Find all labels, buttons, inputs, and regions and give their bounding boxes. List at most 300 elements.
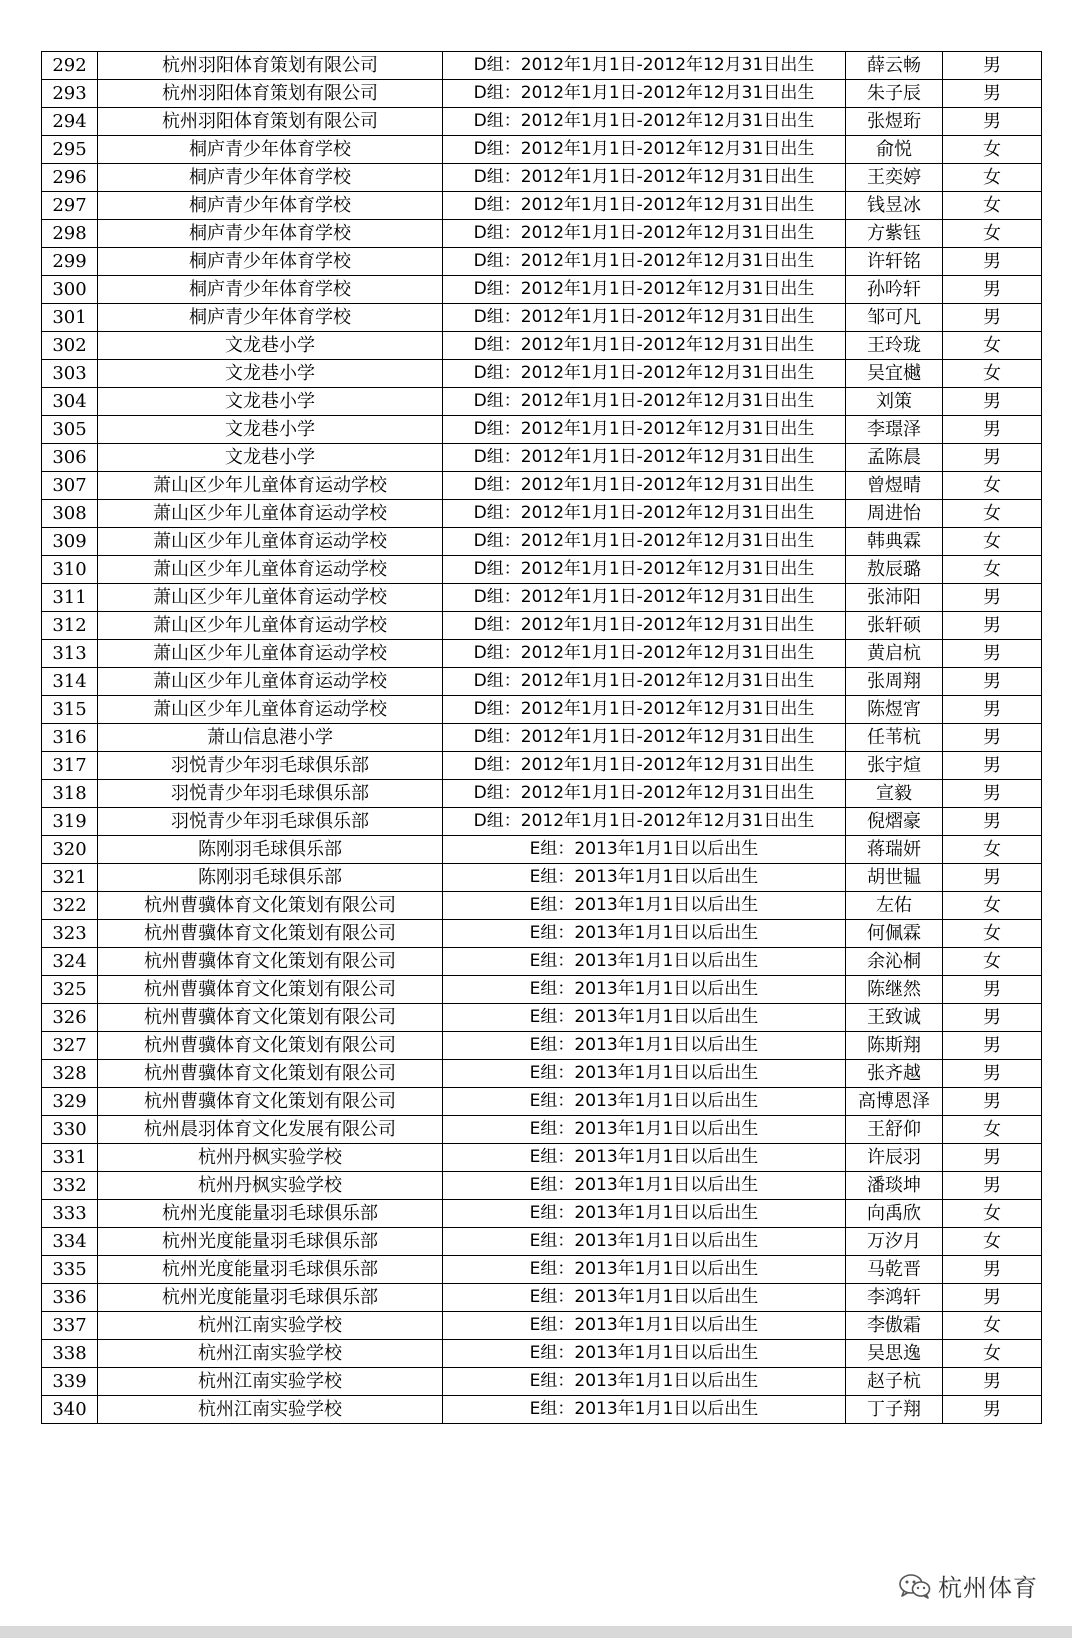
row-number-cell: 300 xyxy=(42,276,98,304)
roster-body xyxy=(42,52,1042,1424)
gender-cell: 女 xyxy=(943,1200,1042,1228)
athlete-name-cell: 曾煜晴 xyxy=(846,472,943,500)
row-number-cell: 340 xyxy=(42,1396,98,1424)
row-number-cell: 338 xyxy=(42,1340,98,1368)
row-number-cell: 306 xyxy=(42,444,98,472)
row-number-cell: 305 xyxy=(42,416,98,444)
gender-cell: 女 xyxy=(943,528,1042,556)
gender-cell: 女 xyxy=(943,360,1042,388)
athlete-name-cell: 敖辰璐 xyxy=(846,556,943,584)
row-number-cell: 316 xyxy=(42,724,98,752)
athlete-name-cell: 张齐越 xyxy=(846,1060,943,1088)
athlete-name-cell: 赵子杭 xyxy=(846,1368,943,1396)
gender-cell: 男 xyxy=(943,1284,1042,1312)
athlete-name-cell: 张煜珩 xyxy=(846,108,943,136)
row-number-cell: 311 xyxy=(42,584,98,612)
table-row xyxy=(42,52,1042,80)
group-cell: E组：2013年1月1日以后出生 xyxy=(443,920,846,948)
gender-cell: 女 xyxy=(943,1340,1042,1368)
table-row xyxy=(42,864,1042,892)
unit-cell: 萧山区少年儿童体育运动学校 xyxy=(98,528,443,556)
gender-cell: 男 xyxy=(943,1396,1042,1424)
row-number-cell: 339 xyxy=(42,1368,98,1396)
athlete-name-cell: 张轩硕 xyxy=(846,612,943,640)
gender-cell: 女 xyxy=(943,220,1042,248)
gender-cell: 女 xyxy=(943,1312,1042,1340)
row-number-cell: 327 xyxy=(42,1032,98,1060)
group-cell: E组：2013年1月1日以后出生 xyxy=(443,864,846,892)
gender-cell: 女 xyxy=(943,332,1042,360)
table-row xyxy=(42,668,1042,696)
gender-cell: 男 xyxy=(943,584,1042,612)
gender-cell: 男 xyxy=(943,444,1042,472)
row-number-cell: 308 xyxy=(42,500,98,528)
gender-cell: 男 xyxy=(943,1004,1042,1032)
table-row xyxy=(42,304,1042,332)
table-row xyxy=(42,892,1042,920)
group-cell: D组：2012年1月1日-2012年12月31日出生 xyxy=(443,248,846,276)
group-cell: D组：2012年1月1日-2012年12月31日出生 xyxy=(443,696,846,724)
row-number-cell: 335 xyxy=(42,1256,98,1284)
athlete-name-cell: 薛云畅 xyxy=(846,52,943,80)
group-cell: D组：2012年1月1日-2012年12月31日出生 xyxy=(443,164,846,192)
unit-cell: 杭州江南实验学校 xyxy=(98,1340,443,1368)
athlete-name-cell: 张周翔 xyxy=(846,668,943,696)
gender-cell: 男 xyxy=(943,1144,1042,1172)
row-number-cell: 331 xyxy=(42,1144,98,1172)
athlete-name-cell: 李鸿轩 xyxy=(846,1284,943,1312)
athlete-name-cell: 王奕婷 xyxy=(846,164,943,192)
unit-cell: 桐庐青少年体育学校 xyxy=(98,136,443,164)
row-number-cell: 321 xyxy=(42,864,98,892)
gender-cell: 女 xyxy=(943,556,1042,584)
unit-cell: 杭州光度能量羽毛球俱乐部 xyxy=(98,1284,443,1312)
unit-cell: 文龙巷小学 xyxy=(98,332,443,360)
table-row xyxy=(42,948,1042,976)
athlete-name-cell: 余沁桐 xyxy=(846,948,943,976)
athlete-name-cell: 胡世韫 xyxy=(846,864,943,892)
unit-cell: 羽悦青少年羽毛球俱乐部 xyxy=(98,752,443,780)
gender-cell: 男 xyxy=(943,1256,1042,1284)
athlete-name-cell: 左佑 xyxy=(846,892,943,920)
table-row xyxy=(42,444,1042,472)
group-cell: D组：2012年1月1日-2012年12月31日出生 xyxy=(443,808,846,836)
group-cell: D组：2012年1月1日-2012年12月31日出生 xyxy=(443,304,846,332)
gender-cell: 男 xyxy=(943,752,1042,780)
gender-cell: 男 xyxy=(943,696,1042,724)
group-cell: E组：2013年1月1日以后出生 xyxy=(443,1144,846,1172)
table-row xyxy=(42,1284,1042,1312)
unit-cell: 杭州光度能量羽毛球俱乐部 xyxy=(98,1228,443,1256)
gender-cell: 男 xyxy=(943,864,1042,892)
unit-cell: 杭州江南实验学校 xyxy=(98,1368,443,1396)
row-number-cell: 333 xyxy=(42,1200,98,1228)
group-cell: E组：2013年1月1日以后出生 xyxy=(443,1116,846,1144)
unit-cell: 羽悦青少年羽毛球俱乐部 xyxy=(98,780,443,808)
group-cell: E组：2013年1月1日以后出生 xyxy=(443,1060,846,1088)
row-number-cell: 337 xyxy=(42,1312,98,1340)
athlete-name-cell: 任苇杭 xyxy=(846,724,943,752)
athlete-name-cell: 王玲珑 xyxy=(846,332,943,360)
unit-cell: 杭州曹骥体育文化策划有限公司 xyxy=(98,1004,443,1032)
unit-cell: 杭州丹枫实验学校 xyxy=(98,1144,443,1172)
unit-cell: 杭州曹骥体育文化策划有限公司 xyxy=(98,948,443,976)
table-row xyxy=(42,528,1042,556)
row-number-cell: 322 xyxy=(42,892,98,920)
row-number-cell: 299 xyxy=(42,248,98,276)
group-cell: D组：2012年1月1日-2012年12月31日出生 xyxy=(443,640,846,668)
athlete-name-cell: 黄启杭 xyxy=(846,640,943,668)
group-cell: D组：2012年1月1日-2012年12月31日出生 xyxy=(443,416,846,444)
athlete-name-cell: 向禹欣 xyxy=(846,1200,943,1228)
row-number-cell: 326 xyxy=(42,1004,98,1032)
group-cell: D组：2012年1月1日-2012年12月31日出生 xyxy=(443,80,846,108)
athlete-name-cell: 张宇煊 xyxy=(846,752,943,780)
row-number-cell: 310 xyxy=(42,556,98,584)
group-cell: E组：2013年1月1日以后出生 xyxy=(443,976,846,1004)
table-row xyxy=(42,500,1042,528)
group-cell: E组：2013年1月1日以后出生 xyxy=(443,836,846,864)
unit-cell: 文龙巷小学 xyxy=(98,416,443,444)
gender-cell: 男 xyxy=(943,724,1042,752)
row-number-cell: 301 xyxy=(42,304,98,332)
table-row xyxy=(42,276,1042,304)
group-cell: D组：2012年1月1日-2012年12月31日出生 xyxy=(443,780,846,808)
row-number-cell: 302 xyxy=(42,332,98,360)
row-number-cell: 320 xyxy=(42,836,98,864)
athlete-name-cell: 李璟泽 xyxy=(846,416,943,444)
table-row xyxy=(42,1200,1042,1228)
table-row xyxy=(42,248,1042,276)
unit-cell: 萧山区少年儿童体育运动学校 xyxy=(98,696,443,724)
group-cell: D组：2012年1月1日-2012年12月31日出生 xyxy=(443,360,846,388)
athlete-name-cell: 丁子翔 xyxy=(846,1396,943,1424)
row-number-cell: 332 xyxy=(42,1172,98,1200)
row-number-cell: 293 xyxy=(42,80,98,108)
row-number-cell: 328 xyxy=(42,1060,98,1088)
group-cell: D组：2012年1月1日-2012年12月31日出生 xyxy=(443,612,846,640)
table-row xyxy=(42,584,1042,612)
gender-cell: 男 xyxy=(943,612,1042,640)
row-number-cell: 292 xyxy=(42,52,98,80)
table-row xyxy=(42,1256,1042,1284)
athlete-name-cell: 陈煜宵 xyxy=(846,696,943,724)
group-cell: D组：2012年1月1日-2012年12月31日出生 xyxy=(443,444,846,472)
row-number-cell: 304 xyxy=(42,388,98,416)
table-row xyxy=(42,1088,1042,1116)
unit-cell: 陈刚羽毛球俱乐部 xyxy=(98,836,443,864)
athlete-name-cell: 吴思逸 xyxy=(846,1340,943,1368)
table-row xyxy=(42,108,1042,136)
group-cell: D组：2012年1月1日-2012年12月31日出生 xyxy=(443,52,846,80)
group-cell: D组：2012年1月1日-2012年12月31日出生 xyxy=(443,108,846,136)
unit-cell: 桐庐青少年体育学校 xyxy=(98,192,443,220)
gender-cell: 女 xyxy=(943,192,1042,220)
table-row xyxy=(42,1396,1042,1424)
athlete-name-cell: 俞悦 xyxy=(846,136,943,164)
group-cell: E组：2013年1月1日以后出生 xyxy=(443,948,846,976)
row-number-cell: 323 xyxy=(42,920,98,948)
group-cell: D组：2012年1月1日-2012年12月31日出生 xyxy=(443,584,846,612)
table-row xyxy=(42,1060,1042,1088)
athlete-name-cell: 刘策 xyxy=(846,388,943,416)
unit-cell: 桐庐青少年体育学校 xyxy=(98,164,443,192)
unit-cell: 桐庐青少年体育学校 xyxy=(98,304,443,332)
gender-cell: 男 xyxy=(943,1172,1042,1200)
unit-cell: 桐庐青少年体育学校 xyxy=(98,248,443,276)
table-row xyxy=(42,332,1042,360)
row-number-cell: 319 xyxy=(42,808,98,836)
unit-cell: 杭州江南实验学校 xyxy=(98,1312,443,1340)
group-cell: D组：2012年1月1日-2012年12月31日出生 xyxy=(443,388,846,416)
unit-cell: 萧山区少年儿童体育运动学校 xyxy=(98,556,443,584)
gender-cell: 男 xyxy=(943,1060,1042,1088)
table-row xyxy=(42,360,1042,388)
group-cell: E组：2013年1月1日以后出生 xyxy=(443,1368,846,1396)
group-cell: D组：2012年1月1日-2012年12月31日出生 xyxy=(443,500,846,528)
group-cell: D组：2012年1月1日-2012年12月31日出生 xyxy=(443,528,846,556)
unit-cell: 杭州曹骥体育文化策划有限公司 xyxy=(98,1060,443,1088)
athlete-name-cell: 孙吟轩 xyxy=(846,276,943,304)
athlete-name-cell: 王致诚 xyxy=(846,1004,943,1032)
row-number-cell: 298 xyxy=(42,220,98,248)
row-number-cell: 297 xyxy=(42,192,98,220)
gender-cell: 男 xyxy=(943,1088,1042,1116)
unit-cell: 杭州光度能量羽毛球俱乐部 xyxy=(98,1200,443,1228)
group-cell: E组：2013年1月1日以后出生 xyxy=(443,1284,846,1312)
gender-cell: 男 xyxy=(943,388,1042,416)
athlete-name-cell: 陈斯翔 xyxy=(846,1032,943,1060)
row-number-cell: 336 xyxy=(42,1284,98,1312)
athlete-name-cell: 韩典霖 xyxy=(846,528,943,556)
athlete-name-cell: 许轩铭 xyxy=(846,248,943,276)
group-cell: D组：2012年1月1日-2012年12月31日出生 xyxy=(443,668,846,696)
group-cell: D组：2012年1月1日-2012年12月31日出生 xyxy=(443,136,846,164)
gender-cell: 女 xyxy=(943,1116,1042,1144)
gender-cell: 女 xyxy=(943,1228,1042,1256)
unit-cell: 萧山信息港小学 xyxy=(98,724,443,752)
unit-cell: 杭州曹骥体育文化策划有限公司 xyxy=(98,976,443,1004)
group-cell: D组：2012年1月1日-2012年12月31日出生 xyxy=(443,556,846,584)
unit-cell: 文龙巷小学 xyxy=(98,444,443,472)
table-row xyxy=(42,164,1042,192)
table-row xyxy=(42,416,1042,444)
unit-cell: 杭州曹骥体育文化策划有限公司 xyxy=(98,1032,443,1060)
row-number-cell: 303 xyxy=(42,360,98,388)
roster-table xyxy=(41,51,1042,1424)
group-cell: E组：2013年1月1日以后出生 xyxy=(443,1312,846,1340)
row-number-cell: 313 xyxy=(42,640,98,668)
table-row xyxy=(42,836,1042,864)
gender-cell: 男 xyxy=(943,1032,1042,1060)
athlete-name-cell: 孟陈晨 xyxy=(846,444,943,472)
group-cell: D组：2012年1月1日-2012年12月31日出生 xyxy=(443,276,846,304)
row-number-cell: 325 xyxy=(42,976,98,1004)
group-cell: D组：2012年1月1日-2012年12月31日出生 xyxy=(443,724,846,752)
unit-cell: 杭州羽阳体育策划有限公司 xyxy=(98,80,443,108)
group-cell: E组：2013年1月1日以后出生 xyxy=(443,1340,846,1368)
row-number-cell: 307 xyxy=(42,472,98,500)
watermark xyxy=(898,1568,1038,1603)
athlete-name-cell: 周进怡 xyxy=(846,500,943,528)
unit-cell: 萧山区少年儿童体育运动学校 xyxy=(98,500,443,528)
unit-cell: 文龙巷小学 xyxy=(98,388,443,416)
group-cell: E组：2013年1月1日以后出生 xyxy=(443,1228,846,1256)
table-row xyxy=(42,1172,1042,1200)
gender-cell: 男 xyxy=(943,108,1042,136)
table-row xyxy=(42,556,1042,584)
row-number-cell: 312 xyxy=(42,612,98,640)
table-row xyxy=(42,192,1042,220)
table-row xyxy=(42,388,1042,416)
gender-cell: 女 xyxy=(943,500,1042,528)
gender-cell: 男 xyxy=(943,668,1042,696)
athlete-name-cell: 王舒仰 xyxy=(846,1116,943,1144)
group-cell: E组：2013年1月1日以后出生 xyxy=(443,1004,846,1032)
bottom-bar xyxy=(0,1626,1072,1638)
table-row xyxy=(42,1312,1042,1340)
athlete-name-cell: 朱子辰 xyxy=(846,80,943,108)
group-cell: D组：2012年1月1日-2012年12月31日出生 xyxy=(443,192,846,220)
table-row xyxy=(42,1032,1042,1060)
table-row xyxy=(42,976,1042,1004)
gender-cell: 女 xyxy=(943,920,1042,948)
row-number-cell: 294 xyxy=(42,108,98,136)
group-cell: E组：2013年1月1日以后出生 xyxy=(443,1088,846,1116)
athlete-name-cell: 高博恩泽 xyxy=(846,1088,943,1116)
gender-cell: 男 xyxy=(943,1368,1042,1396)
unit-cell: 杭州光度能量羽毛球俱乐部 xyxy=(98,1256,443,1284)
gender-cell: 男 xyxy=(943,52,1042,80)
unit-cell: 萧山区少年儿童体育运动学校 xyxy=(98,612,443,640)
unit-cell: 文龙巷小学 xyxy=(98,360,443,388)
table-row xyxy=(42,640,1042,668)
unit-cell: 羽悦青少年羽毛球俱乐部 xyxy=(98,808,443,836)
table-row xyxy=(42,220,1042,248)
group-cell: E组：2013年1月1日以后出生 xyxy=(443,1032,846,1060)
unit-cell: 萧山区少年儿童体育运动学校 xyxy=(98,472,443,500)
table-row xyxy=(42,80,1042,108)
gender-cell: 女 xyxy=(943,164,1042,192)
gender-cell: 男 xyxy=(943,80,1042,108)
athlete-name-cell: 何佩霖 xyxy=(846,920,943,948)
table-row xyxy=(42,696,1042,724)
table-row xyxy=(42,472,1042,500)
athlete-name-cell: 潘琰坤 xyxy=(846,1172,943,1200)
athlete-name-cell: 宣毅 xyxy=(846,780,943,808)
unit-cell: 杭州曹骥体育文化策划有限公司 xyxy=(98,1088,443,1116)
gender-cell: 女 xyxy=(943,472,1042,500)
gender-cell: 男 xyxy=(943,780,1042,808)
table-row xyxy=(42,724,1042,752)
unit-cell: 杭州丹枫实验学校 xyxy=(98,1172,443,1200)
unit-cell: 杭州晨羽体育文化发展有限公司 xyxy=(98,1116,443,1144)
unit-cell: 杭州羽阳体育策划有限公司 xyxy=(98,108,443,136)
row-number-cell: 334 xyxy=(42,1228,98,1256)
athlete-name-cell: 陈继然 xyxy=(846,976,943,1004)
gender-cell: 男 xyxy=(943,276,1042,304)
group-cell: D组：2012年1月1日-2012年12月31日出生 xyxy=(443,472,846,500)
row-number-cell: 314 xyxy=(42,668,98,696)
group-cell: E组：2013年1月1日以后出生 xyxy=(443,892,846,920)
group-cell: E组：2013年1月1日以后出生 xyxy=(443,1396,846,1424)
unit-cell: 杭州羽阳体育策划有限公司 xyxy=(98,52,443,80)
gender-cell: 男 xyxy=(943,416,1042,444)
row-number-cell: 329 xyxy=(42,1088,98,1116)
athlete-name-cell: 张沛阳 xyxy=(846,584,943,612)
gender-cell: 女 xyxy=(943,892,1042,920)
row-number-cell: 324 xyxy=(42,948,98,976)
unit-cell: 桐庐青少年体育学校 xyxy=(98,276,443,304)
table-row xyxy=(42,752,1042,780)
group-cell: D组：2012年1月1日-2012年12月31日出生 xyxy=(443,220,846,248)
row-number-cell: 317 xyxy=(42,752,98,780)
row-number-cell: 318 xyxy=(42,780,98,808)
row-number-cell: 315 xyxy=(42,696,98,724)
athlete-name-cell: 倪熠豪 xyxy=(846,808,943,836)
table-row xyxy=(42,780,1042,808)
unit-cell: 陈刚羽毛球俱乐部 xyxy=(98,864,443,892)
gender-cell: 男 xyxy=(943,248,1042,276)
athlete-name-cell: 李傲霜 xyxy=(846,1312,943,1340)
wechat-icon xyxy=(898,1573,932,1599)
group-cell: D组：2012年1月1日-2012年12月31日出生 xyxy=(443,332,846,360)
table-row xyxy=(42,808,1042,836)
table-row xyxy=(42,136,1042,164)
row-number-cell: 295 xyxy=(42,136,98,164)
unit-cell: 萧山区少年儿童体育运动学校 xyxy=(98,668,443,696)
table-row xyxy=(42,920,1042,948)
gender-cell: 男 xyxy=(943,640,1042,668)
gender-cell: 男 xyxy=(943,976,1042,1004)
table-row xyxy=(42,1228,1042,1256)
athlete-name-cell: 方紫钰 xyxy=(846,220,943,248)
row-number-cell: 330 xyxy=(42,1116,98,1144)
gender-cell: 男 xyxy=(943,808,1042,836)
athlete-name-cell: 马乾晋 xyxy=(846,1256,943,1284)
table-row xyxy=(42,1116,1042,1144)
athlete-name-cell: 万汐月 xyxy=(846,1228,943,1256)
athlete-name-cell: 邹可凡 xyxy=(846,304,943,332)
group-cell: D组：2012年1月1日-2012年12月31日出生 xyxy=(443,752,846,780)
table-row xyxy=(42,1004,1042,1032)
athlete-name-cell: 蒋瑞妍 xyxy=(846,836,943,864)
group-cell: E组：2013年1月1日以后出生 xyxy=(443,1256,846,1284)
unit-cell: 萧山区少年儿童体育运动学校 xyxy=(98,640,443,668)
unit-cell: 桐庐青少年体育学校 xyxy=(98,220,443,248)
group-cell: E组：2013年1月1日以后出生 xyxy=(443,1172,846,1200)
athlete-name-cell: 许辰羽 xyxy=(846,1144,943,1172)
group-cell: E组：2013年1月1日以后出生 xyxy=(443,1200,846,1228)
gender-cell: 女 xyxy=(943,136,1042,164)
unit-cell: 杭州曹骥体育文化策划有限公司 xyxy=(98,892,443,920)
gender-cell: 男 xyxy=(943,304,1042,332)
table-row xyxy=(42,612,1042,640)
gender-cell: 女 xyxy=(943,948,1042,976)
athlete-name-cell: 吴宜樾 xyxy=(846,360,943,388)
unit-cell: 杭州曹骥体育文化策划有限公司 xyxy=(98,920,443,948)
row-number-cell: 296 xyxy=(42,164,98,192)
table-row xyxy=(42,1144,1042,1172)
unit-cell: 杭州江南实验学校 xyxy=(98,1396,443,1424)
table-row xyxy=(42,1340,1042,1368)
watermark-text: 杭州体育 xyxy=(938,1574,1038,1602)
unit-cell: 萧山区少年儿童体育运动学校 xyxy=(98,584,443,612)
row-number-cell: 309 xyxy=(42,528,98,556)
athlete-name-cell: 钱昱冰 xyxy=(846,192,943,220)
table-row xyxy=(42,1368,1042,1396)
gender-cell: 女 xyxy=(943,836,1042,864)
